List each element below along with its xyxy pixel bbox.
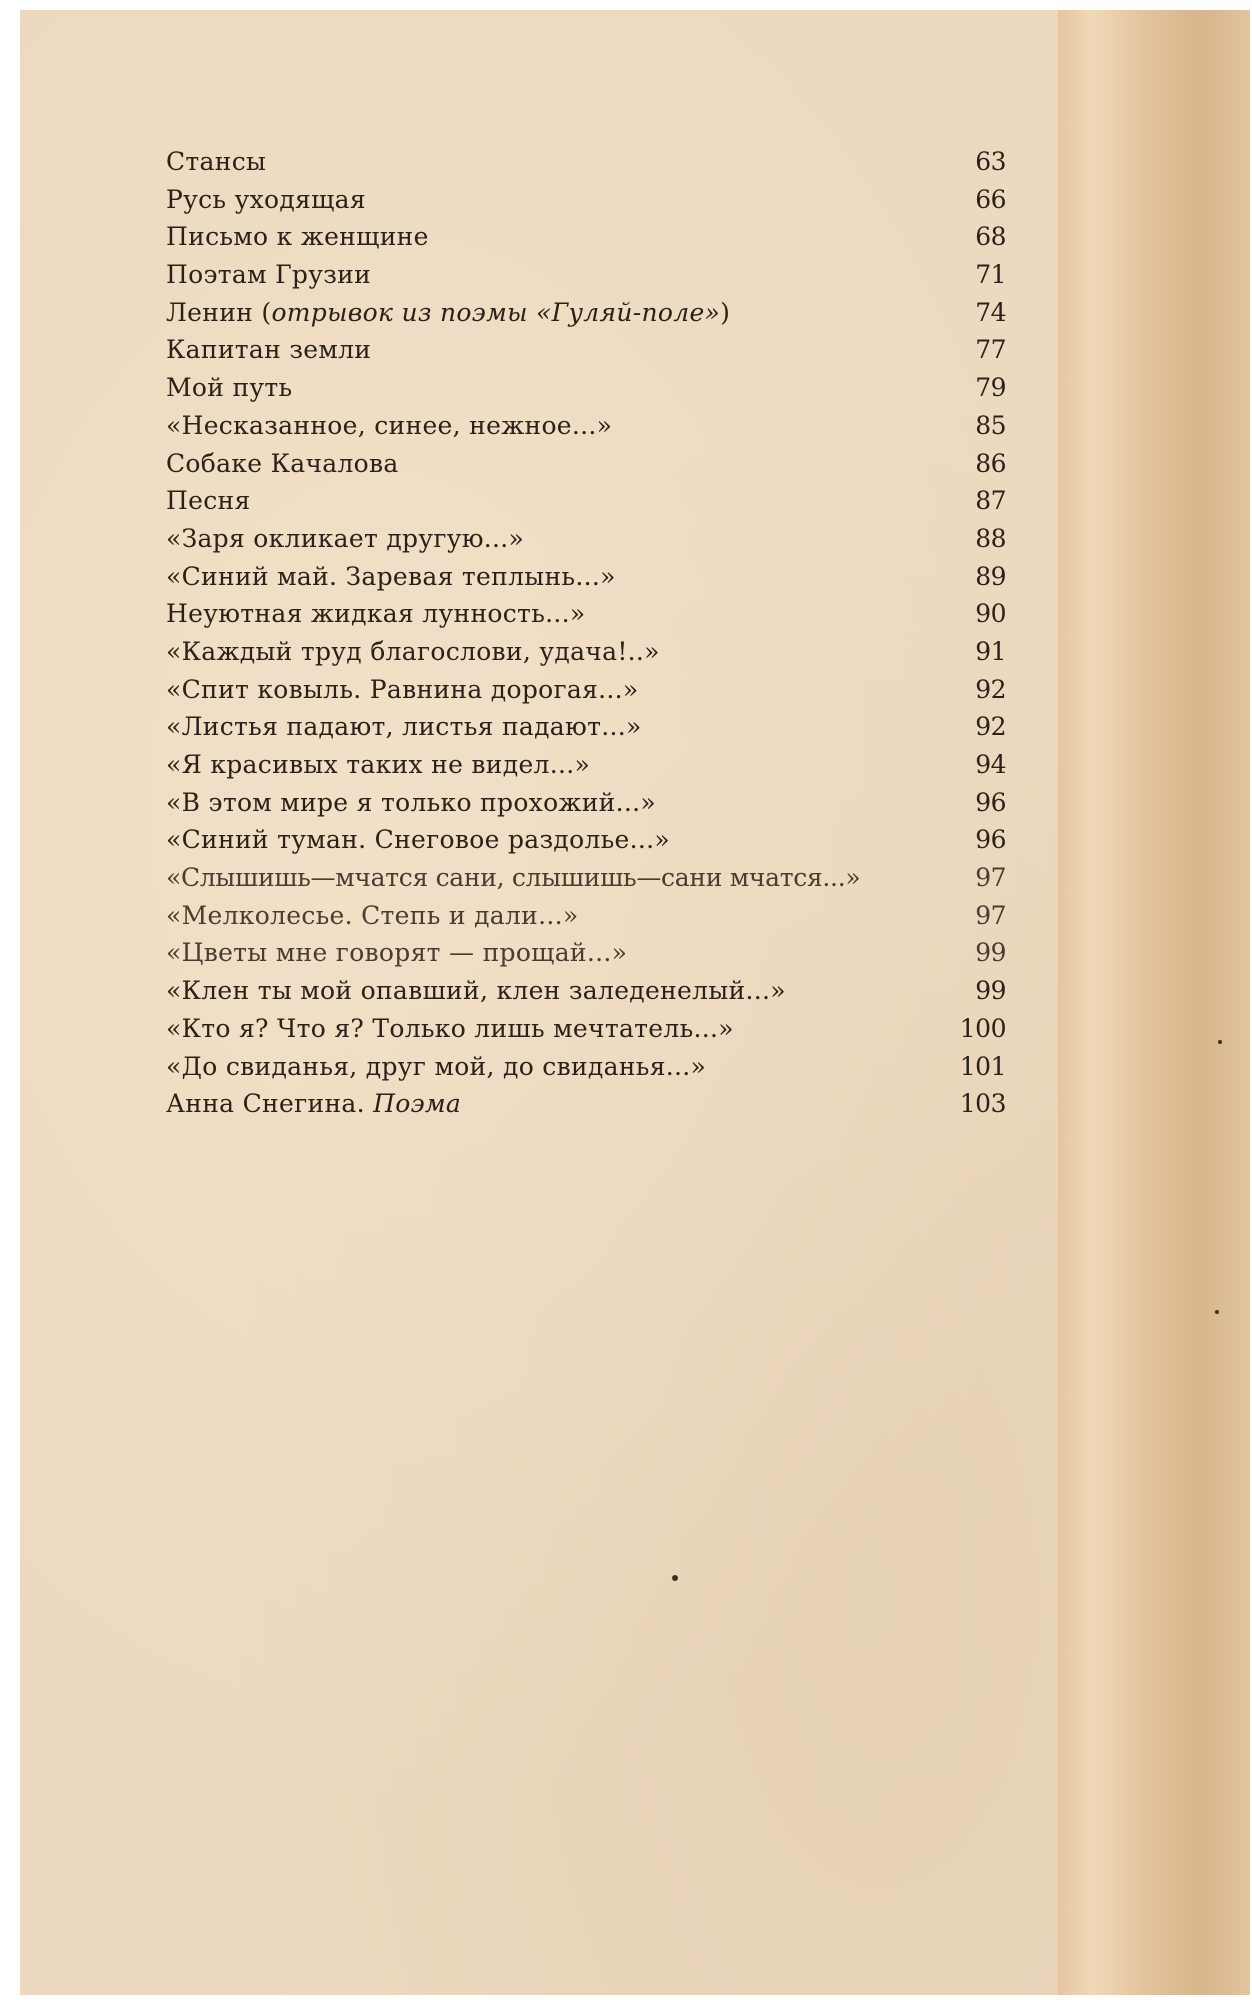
toc-entry bbox=[166, 256, 1006, 294]
entry-page-number: 96 bbox=[975, 787, 1006, 817]
entry-title: «Синий туман. Снеговое раздолье...» bbox=[166, 825, 670, 855]
entry-title-italic: отрывок из поэмы «Гуляй-поле» bbox=[271, 297, 721, 327]
toc-entry bbox=[166, 708, 1006, 746]
toc-entry bbox=[166, 595, 1006, 633]
toc-entry bbox=[166, 1085, 1006, 1123]
entry-title: «Листья падают, листья падают...» bbox=[166, 712, 642, 742]
entry-title: «До свиданья, друг мой, до свиданья...» bbox=[166, 1051, 707, 1081]
entry-title: «Несказанное, синее, нежное...» bbox=[166, 410, 613, 440]
entry-page-number: 85 bbox=[975, 410, 1006, 440]
entry-page-number: 87 bbox=[975, 486, 1006, 516]
entry-title: Мой путь bbox=[166, 373, 293, 403]
toc-entry bbox=[166, 1048, 1006, 1086]
entry-page-number: 97 bbox=[975, 900, 1006, 930]
entry-title: Русь уходящая bbox=[166, 184, 366, 214]
entry-title bbox=[166, 1085, 461, 1123]
paper-speck bbox=[1215, 1310, 1219, 1314]
toc-entry bbox=[166, 1010, 1006, 1048]
entry-title: «Синий май. Заревая теплынь...» bbox=[166, 561, 616, 591]
paper-speck bbox=[672, 1575, 678, 1581]
toc-entry bbox=[166, 181, 1006, 219]
toc-entry bbox=[166, 294, 1006, 332]
paper-speck bbox=[1218, 1040, 1222, 1044]
toc-entry bbox=[166, 633, 1006, 671]
entry-page-number: 99 bbox=[975, 938, 1006, 968]
entry-page-number: 96 bbox=[975, 825, 1006, 855]
toc-entry bbox=[166, 972, 1006, 1010]
entry-page-number: 68 bbox=[975, 222, 1006, 252]
entry-title: Неуютная жидкая лунность...» bbox=[166, 599, 586, 629]
entry-title: «Клен ты мой опавший, клен заледенелый...» bbox=[166, 976, 786, 1006]
entry-title-main: Анна Снегина. bbox=[166, 1089, 374, 1119]
entry-title: Поэтам Грузии bbox=[166, 260, 372, 290]
entry-title bbox=[166, 294, 730, 332]
entry-title: «Цветы мне говорят — прощай...» bbox=[166, 938, 628, 968]
entry-page-number: 63 bbox=[975, 147, 1006, 176]
entry-title: Письмо к женщине bbox=[166, 222, 429, 252]
entry-title: «Я красивых таких не видел...» bbox=[166, 750, 591, 779]
entry-title: Собаке Качалова bbox=[166, 448, 399, 478]
entry-title-italic: Поэма bbox=[373, 1089, 462, 1119]
toc-entry bbox=[166, 784, 1006, 822]
entry-page-number: 91 bbox=[975, 636, 1006, 666]
toc-entry bbox=[166, 520, 1006, 558]
entry-page-number: 90 bbox=[975, 599, 1006, 629]
entry-title: «Слышишь—мчатся сани, слышишь—сани мчатся...» bbox=[166, 863, 861, 893]
entry-page-number: 101 bbox=[959, 1051, 1006, 1081]
entry-title-after: ) bbox=[720, 297, 731, 327]
entry-page-number: 88 bbox=[975, 523, 1006, 553]
entry-page-number: 92 bbox=[975, 712, 1006, 742]
entry-page-number: 86 bbox=[975, 448, 1006, 478]
entry-page-number: 92 bbox=[975, 674, 1006, 704]
entry-page-number: 74 bbox=[975, 297, 1006, 327]
toc-entry bbox=[166, 934, 1006, 972]
entry-page-number: 71 bbox=[975, 260, 1006, 290]
entry-page-number: 103 bbox=[959, 1089, 1006, 1119]
toc-entry bbox=[166, 897, 1006, 935]
entry-page-number: 100 bbox=[959, 1013, 1006, 1043]
entry-page-number: 66 bbox=[975, 184, 1006, 214]
entry-title: Стансы bbox=[166, 147, 267, 176]
entry-title: «Кто я? Что я? Только лишь мечтатель...» bbox=[166, 1013, 734, 1043]
entry-page-number: 99 bbox=[975, 976, 1006, 1006]
entry-title: «Каждый труд благослови, удача!..» bbox=[166, 636, 660, 666]
entry-title: «Заря окликает другую...» bbox=[166, 523, 525, 553]
entry-title: Песня bbox=[166, 486, 251, 516]
toc-entry bbox=[166, 558, 1006, 596]
toc-entry bbox=[166, 143, 1006, 181]
toc-entry bbox=[166, 407, 1006, 445]
toc-entry bbox=[166, 859, 1006, 897]
toc-entry bbox=[166, 671, 1006, 709]
entry-title: «Мелколесье. Степь и дали...» bbox=[166, 900, 579, 930]
entry-page-number: 97 bbox=[975, 863, 1006, 893]
entry-page-number: 89 bbox=[975, 561, 1006, 591]
entry-page-number: 79 bbox=[975, 373, 1006, 403]
entry-title-main: Ленин ( bbox=[166, 297, 272, 327]
toc-entry bbox=[166, 445, 1006, 483]
entry-title: Капитан земли bbox=[166, 335, 372, 365]
toc-entry bbox=[166, 369, 1006, 407]
toc-entry bbox=[166, 482, 1006, 520]
entry-page-number: 94 bbox=[975, 750, 1006, 779]
toc-entry bbox=[166, 821, 1006, 859]
entry-title: «В этом мире я только прохожий...» bbox=[166, 787, 656, 817]
toc-entry bbox=[166, 746, 1006, 784]
entry-title: «Спит ковыль. Равнина дорогая...» bbox=[166, 674, 639, 704]
entry-page-number: 77 bbox=[975, 335, 1006, 365]
page-edge bbox=[1058, 10, 1250, 1995]
toc-entry bbox=[166, 331, 1006, 369]
table-of-contents bbox=[166, 143, 1006, 1123]
toc-entry bbox=[166, 218, 1006, 256]
